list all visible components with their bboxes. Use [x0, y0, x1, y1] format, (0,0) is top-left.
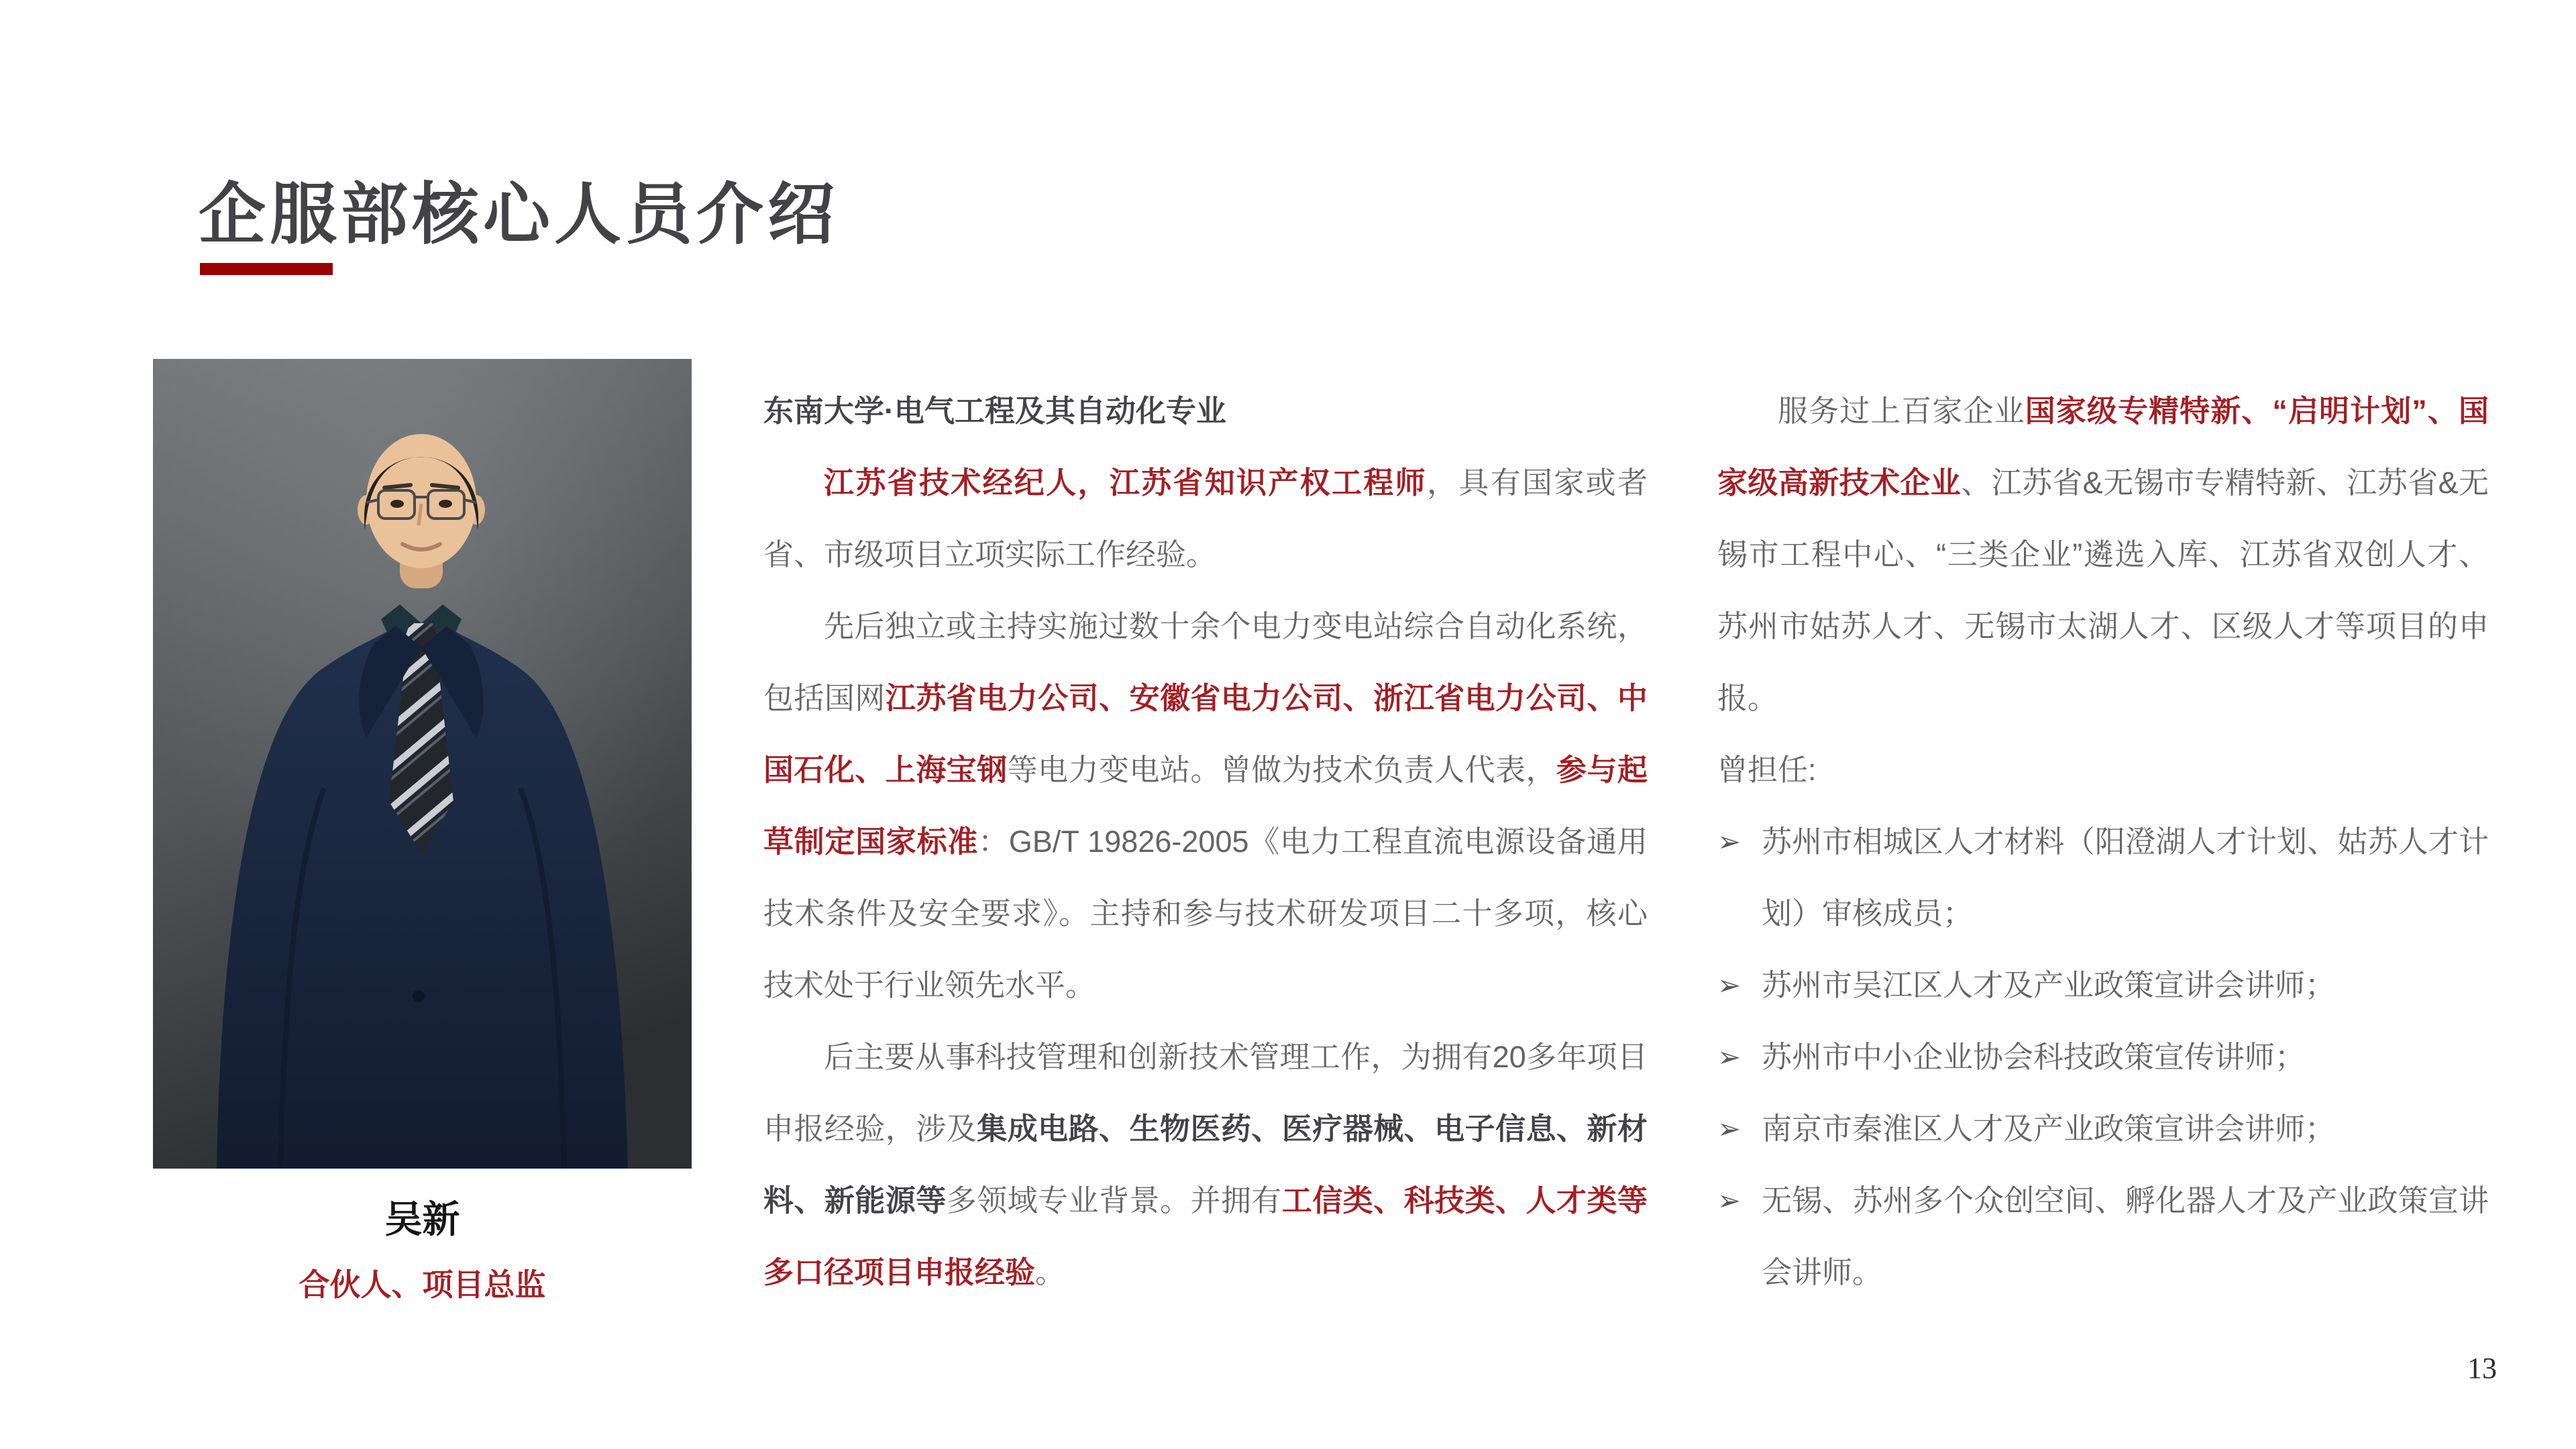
bullet-text: [1762, 1112, 2335, 1146]
bullet-item: [1717, 806, 2489, 949]
services-intro: [1717, 375, 2489, 806]
bullet-item: [1717, 1021, 2489, 1093]
text-run: 等电力变电站。曾做为技术负责人代表，: [1007, 753, 1557, 787]
paragraph: [763, 590, 1648, 1021]
portrait-photo: [153, 359, 692, 1169]
person-name: 吴新: [384, 1198, 460, 1240]
bullet-text: [1762, 824, 2489, 930]
text-run: 多领域专业背景。并拥有: [946, 1183, 1282, 1218]
text-run: 无锡、苏州多个众创空间、孵化器人才及产业政策宣讲会讲师。: [1762, 1183, 2489, 1289]
text-run: 后主要从事科技管理和创新技术管理工作，为拥有20多年项目申报经验，涉及: [763, 1040, 1648, 1146]
text-run: 苏州市吴江区人才及产业政策宣讲会讲师；: [1762, 968, 2336, 1002]
bullet-item: [1717, 1093, 2489, 1165]
text-run: 东南大学·电气工程及其自动化专业: [763, 394, 1226, 428]
bullet-text: [1762, 968, 2335, 1002]
bullet-arrow-icon: ➢: [1717, 1113, 1741, 1144]
text-run: 江苏省技术经纪人，江苏省知识产权工程师: [824, 466, 1428, 500]
page-number: 13: [2467, 1352, 2497, 1385]
portrait-photo-illustration: [153, 359, 692, 1169]
services-column: [1717, 375, 2489, 1308]
text-run: 集成电路、生物医药、医疗器械、电子信息、新材料、新能源等: [763, 1112, 1648, 1218]
text-run: 曾担任:: [1717, 753, 1817, 787]
text-run: 工信类、科技类、人才类等多口径项目申报经验: [763, 1183, 1648, 1289]
title-underline-bar: [200, 263, 333, 275]
text-run: 国家级专精特新、“启明计划”、国家级高新技术企业: [1717, 394, 2489, 500]
text-run: 先后独立或主持实施过数十余个电力变电站综合自动化系统，包括国网: [763, 609, 1648, 715]
bullet-text: [1762, 1040, 2305, 1074]
suit-button: [413, 990, 425, 1002]
bullet-item: [1717, 1165, 2489, 1308]
bio-column: [763, 375, 1648, 1308]
text-run: 南京市秦淮区人才及产业政策宣讲会讲师；: [1762, 1112, 2336, 1146]
paragraph: [763, 447, 1648, 590]
bullet-text: [1762, 1183, 2489, 1289]
text-run: 苏州市相城区人才材料（阳澄湖人才计划、姑苏人才计划）审核成员；: [1762, 824, 2489, 930]
text-run: 。: [1035, 1255, 1066, 1289]
paragraph: [1717, 734, 2489, 806]
page-title: 企服部核心人员介绍: [199, 177, 839, 252]
person-role: 合伙人、项目总监: [299, 1267, 546, 1302]
paragraph: [1717, 375, 2489, 734]
text-run: ，具有国家或者省、市级项目立项实际工作经验。: [763, 466, 1648, 572]
paragraph: [763, 375, 1648, 447]
text-run: 参与起草制定国家标准: [763, 753, 1648, 859]
text-run: 江苏省电力公司、安徽省电力公司、浙江省电力公司、中国石化、上海宝钢: [763, 681, 1648, 787]
bullet-arrow-icon: ➢: [1717, 826, 1741, 857]
text-run: ：GB/T 19826-2005《电力工程直流电源设备通用技术条件及安全要求》。主持和参与技术研发项目二十多项，核心技术处于行业领先水平。: [763, 824, 1648, 1002]
bullet-item: [1717, 949, 2489, 1021]
bullet-arrow-icon: ➢: [1717, 969, 1741, 1001]
bullet-arrow-icon: ➢: [1717, 1041, 1741, 1073]
text-run: 、江苏省&无锡市专精特新、江苏省&无锡市工程中心、“三类企业”遴选入库、江苏省双创人才、苏州市姑苏人才、无锡市太湖人才、区级人才等项目的申报。: [1717, 466, 2489, 715]
services-bullet-list: [1717, 806, 2489, 1308]
paragraph: [763, 1021, 1648, 1308]
text-run: 苏州市中小企业协会科技政策宣传讲师；: [1762, 1040, 2306, 1074]
bullet-arrow-icon: ➢: [1717, 1185, 1741, 1216]
text-run: 服务过上百家企业: [1778, 394, 2025, 428]
